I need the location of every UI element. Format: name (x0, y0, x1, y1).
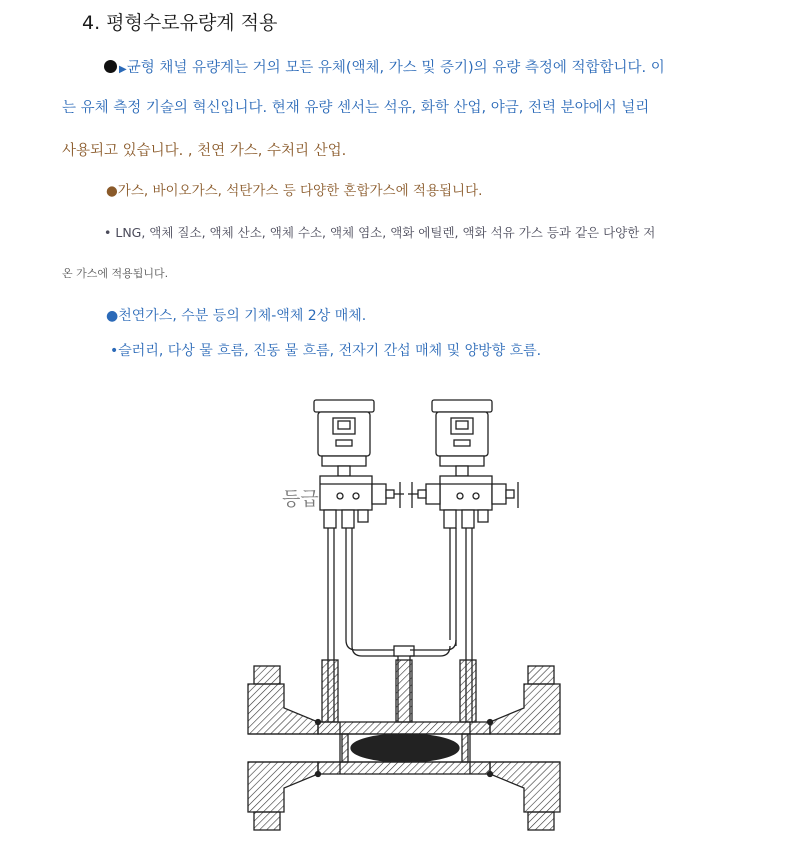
bullet-liquid-cont: 온 가스에 적용됩니다. (62, 267, 169, 280)
arrow-icon: ▶ (119, 64, 127, 75)
para-line-2: 는 유체 측정 기술의 혁신입니다. 현재 유량 센서는 석유, 화학 산업, 야금, 전력 분야에서 널리 (62, 100, 650, 116)
left-transmitter (314, 400, 404, 528)
bullet-slurry-text: 슬러리, 다상 물 흐름, 진동 물 흐름, 전자기 간섭 매체 및 양방향 흐름. (118, 343, 542, 359)
right-transmitter (408, 400, 518, 528)
para-text-1: 균형 채널 유량계는 거의 모든 유체(액체, 가스 및 증기)의 유량 측정에 적합합니다. 이 (126, 60, 665, 76)
page-title: 4. 평형수로유량계 적용 (82, 12, 278, 34)
bullet-dot-icon: • (104, 225, 112, 240)
bullet-gas-text: 가스, 바이오가스, 석탄가스 등 다양한 혼합가스에 적용됩니다. (117, 183, 483, 199)
bullet-two-phase-text: 천연가스, 수분 등의 기체-액체 2상 매체. (118, 308, 367, 324)
bullet-liquid-text: LNG, 액체 질소, 액체 산소, 액체 수소, 액체 염소, 액화 에틸렌, 액화 석유 가스 등과 같은 다양한 저 (115, 225, 656, 240)
bullet-dot-icon: ● (106, 308, 119, 324)
para-line-3: 사용되고 있습니다. , 천연 가스, 수처리 산업. (62, 143, 347, 159)
bullet-dot-icon: ● (106, 183, 118, 199)
diagram-overlay-label: 등급 (282, 488, 319, 510)
bullet-dot-icon: • (110, 343, 119, 359)
pipe-body (248, 660, 560, 830)
